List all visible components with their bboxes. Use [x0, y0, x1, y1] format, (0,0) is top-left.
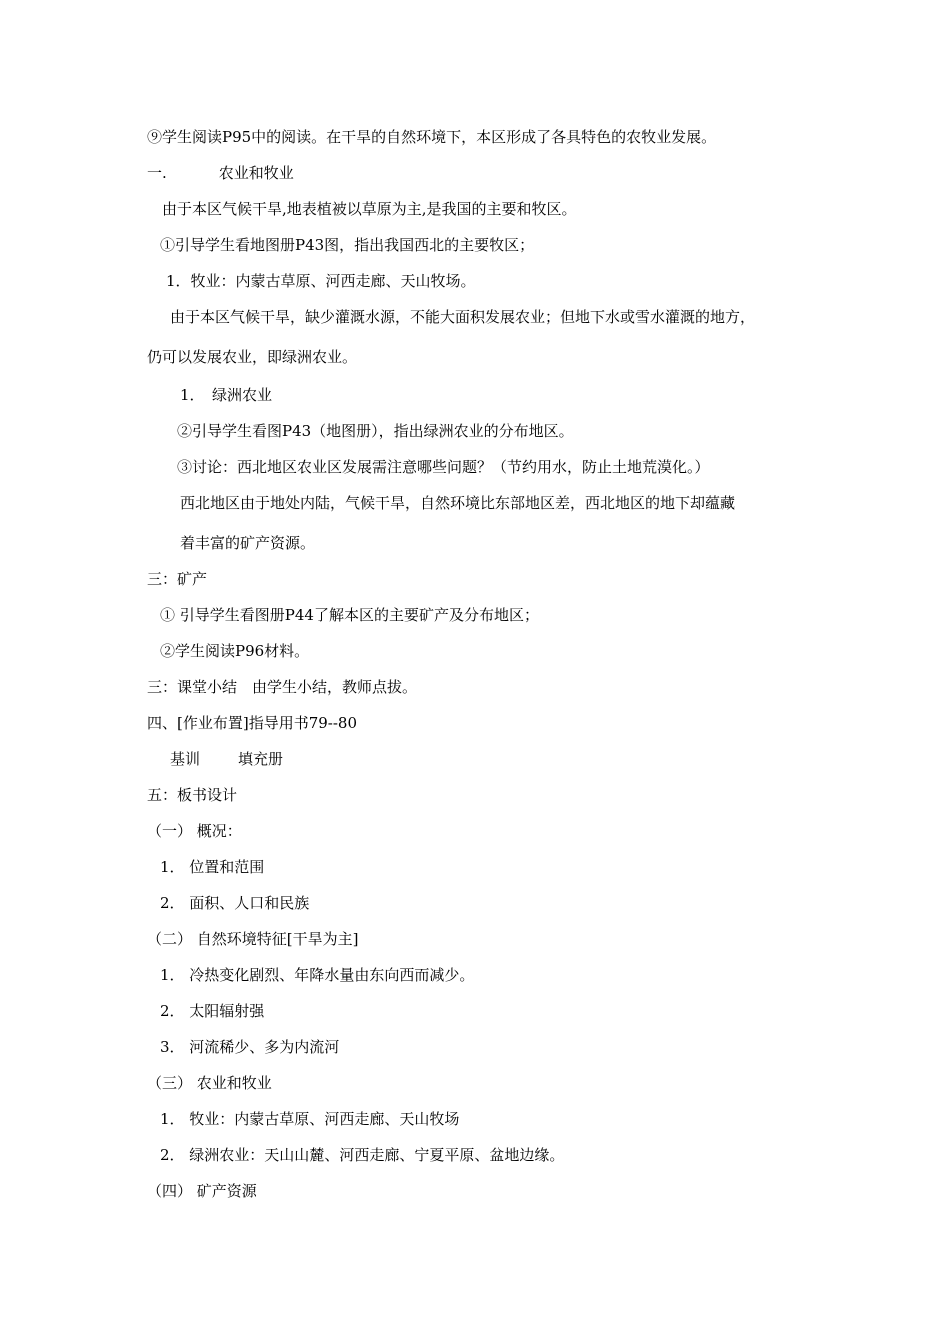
heading-number: 一.	[147, 164, 167, 182]
board-item-solar-radiation: 2． 太阳辐射强	[160, 1002, 265, 1020]
board-section-environment: （二） 自然环境特征[干旱为主]	[147, 930, 359, 948]
step-guide-map-oasis: ②引导学生看图P43（地图册），指出绿洲农业的分布地区。	[177, 422, 574, 440]
homework-items	[170, 749, 283, 769]
step-guide-map-p43: ①引导学生看地图册P43图，指出我国西北的主要牧区；	[160, 236, 535, 254]
board-section-agriculture: （三） 农业和牧业	[147, 1074, 272, 1092]
item-pasture-areas: 1．牧业：内蒙古草原、河西走廊、天山牧场。	[166, 272, 476, 290]
paragraph-reading-p95: ⑨学生阅读P95中的阅读。在干旱的自然环境下，本区形成了各具特色的农牧业发展。	[147, 128, 717, 146]
step-discussion: ③讨论：西北地区农业区发展需注意哪些问题？（节约用水，防止土地荒漠化。）	[177, 458, 710, 476]
heading-homework: 四、[作业布置]指导用书79--80	[147, 714, 358, 732]
paragraph-climate-grassland: 由于本区气候干旱,地表植被以草原为主,是我国的主要和牧区。	[162, 200, 577, 218]
paragraph-oasis-continued: 仍可以发展农业，即绿洲农业。	[147, 348, 358, 366]
board-section-overview: （一） 概况：	[147, 822, 242, 840]
paragraph-irrigation: 由于本区气候干旱，缺少灌溉水源，不能大面积发展农业；但地下水或雪水灌溉的地方，	[170, 308, 756, 326]
homework-item-tianchongce: 填充册	[238, 750, 284, 768]
board-item-pasture: 1． 牧业：内蒙古草原、河西走廊、天山牧场	[160, 1110, 460, 1128]
board-item-oasis: 2． 绿洲农业：天山山麓、河西走廊、宁夏平原、盆地边缘。	[160, 1146, 565, 1164]
board-item-area-population: 2． 面积、人口和民族	[160, 894, 310, 912]
heading-text: 农业和牧业	[218, 164, 294, 182]
homework-item-jixun: 基训	[170, 750, 201, 768]
heading-board-design: 五：板书设计	[147, 786, 238, 804]
heading-agriculture-pasture	[147, 163, 294, 183]
board-item-temperature: 1． 冷热变化剧烈、年降水量由东向西而减少。	[160, 966, 475, 984]
paragraph-minerals-continued: 着丰富的矿产资源。	[180, 534, 316, 552]
heading-minerals: 三：矿产	[147, 570, 208, 588]
step-guide-map-p44: ① 引导学生看图册P44了解本区的主要矿产及分布地区；	[160, 606, 539, 624]
step-read-p96: ②学生阅读P96材料。	[160, 642, 310, 660]
item-oasis-agriculture: 1． 绿洲农业	[180, 386, 273, 404]
board-item-location: 1． 位置和范围	[160, 858, 265, 876]
board-section-minerals: （四） 矿产资源	[147, 1182, 257, 1200]
paragraph-northwest-minerals: 西北地区由于地处内陆，气候干旱，自然环境比东部地区差，西北地区的地下却蕴藏	[180, 494, 736, 512]
heading-class-summary: 三：课堂小结 由学生小结，教师点拔。	[147, 678, 418, 696]
board-item-rivers: 3． 河流稀少、多为内流河	[160, 1038, 340, 1056]
